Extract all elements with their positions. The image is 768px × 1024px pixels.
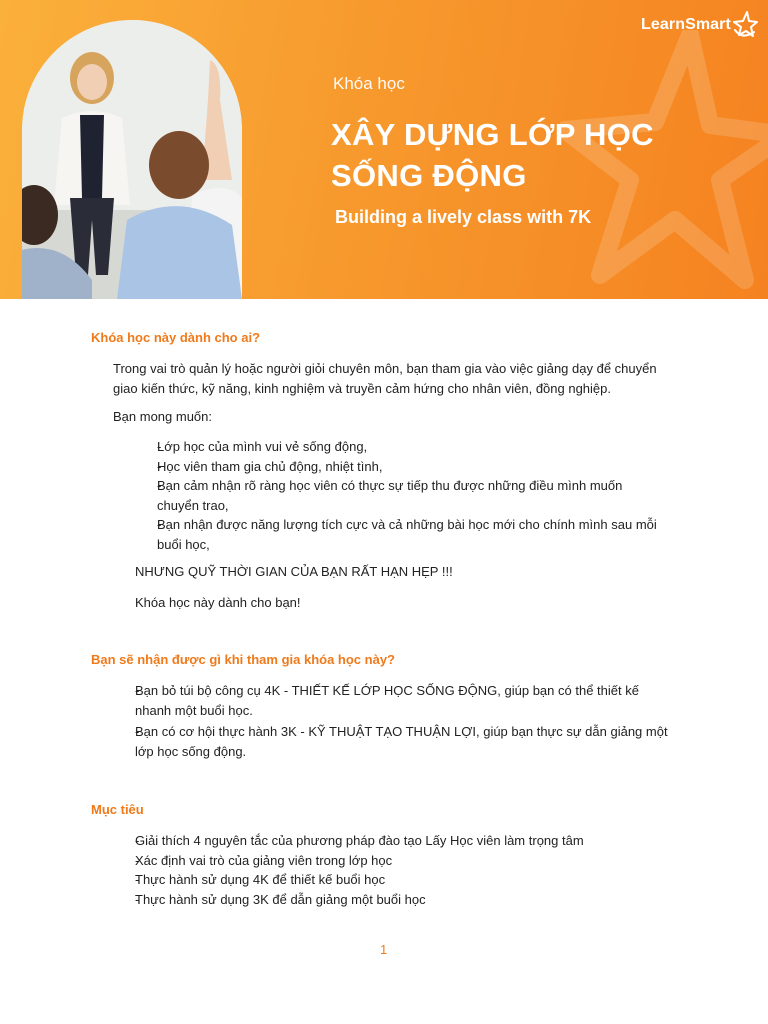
title-line-2: SỐNG ĐỘNG bbox=[331, 158, 527, 193]
benefits-list bbox=[113, 681, 678, 761]
time-limit-note: NHƯNG QUỸ THỜI GIAN CỦA BẠN RẤT HẠN HẸP !!! bbox=[135, 564, 453, 579]
section-heading-audience: Khóa học này dành cho ai? bbox=[91, 330, 261, 345]
list-item: - Bạn nhận được năng lượng tích cực và cả những bài học mới cho chính mình sau mỗi buổi học, bbox=[135, 515, 675, 554]
list-item: - Bạn có cơ hội thực hành 3K - KỸ THUẬT TẠO THUẬN LỢI, giúp bạn thực sự dẫn giảng một lớp học sống động. bbox=[113, 722, 678, 761]
list-item: - Giải thích 4 nguyên tắc của phương pháp đào tạo Lấy Học viên làm trọng tâm bbox=[113, 831, 678, 851]
objectives-list bbox=[113, 831, 678, 909]
brand-logo bbox=[641, 10, 758, 40]
wish-label: Bạn mong muốn: bbox=[113, 409, 213, 424]
section-heading-objectives: Mục tiêu bbox=[91, 802, 144, 817]
classroom-photo bbox=[22, 20, 242, 299]
wish-list bbox=[135, 437, 675, 554]
list-item: - Xác định vai trò của giảng viên trong lớp học bbox=[113, 851, 678, 871]
star-icon bbox=[732, 10, 758, 40]
list-item: - Bạn bỏ túi bộ công cụ 4K - THIẾT KẾ LỚP HỌC SỐNG ĐỘNG, giúp bạn có thể thiết kế nhanh một buổi học. bbox=[113, 681, 678, 720]
list-item: - Học viên tham gia chủ động, nhiệt tình, bbox=[135, 457, 675, 477]
page-number: 1 bbox=[380, 942, 388, 957]
header-banner bbox=[0, 0, 768, 299]
list-item: - Thực hành sử dụng 4K để thiết kế buổi học bbox=[113, 870, 678, 890]
page-subtitle: Building a lively class with 7K bbox=[335, 207, 592, 227]
course-kicker: Khóa học bbox=[333, 74, 405, 93]
list-item: - Thực hành sử dụng 3K để dẫn giảng một buổi học bbox=[113, 890, 678, 910]
closing-line: Khóa học này dành cho bạn! bbox=[135, 595, 301, 610]
title-line-1: XÂY DỰNG LỚP HỌC bbox=[331, 117, 654, 152]
section-heading-benefits: Bạn sẽ nhận được gì khi tham gia khóa học này? bbox=[91, 652, 395, 667]
brand-name: LearnSmart bbox=[641, 16, 731, 33]
list-item: - Bạn cảm nhận rõ ràng học viên có thực sự tiếp thu được những điều mình muốn chuyển trao, bbox=[135, 476, 675, 515]
page-title bbox=[331, 114, 751, 196]
intro-paragraph: Trong vai trò quản lý hoặc người giỏi chuyên môn, bạn tham gia vào việc giảng dạy để chuyển giao kiến thức, kỹ năng, kinh nghiệm và truyền cảm hứng cho nhân viên, đồng nghiệp. bbox=[113, 361, 657, 396]
list-item: - Lớp học của mình vui vẻ sống động, bbox=[135, 437, 675, 457]
